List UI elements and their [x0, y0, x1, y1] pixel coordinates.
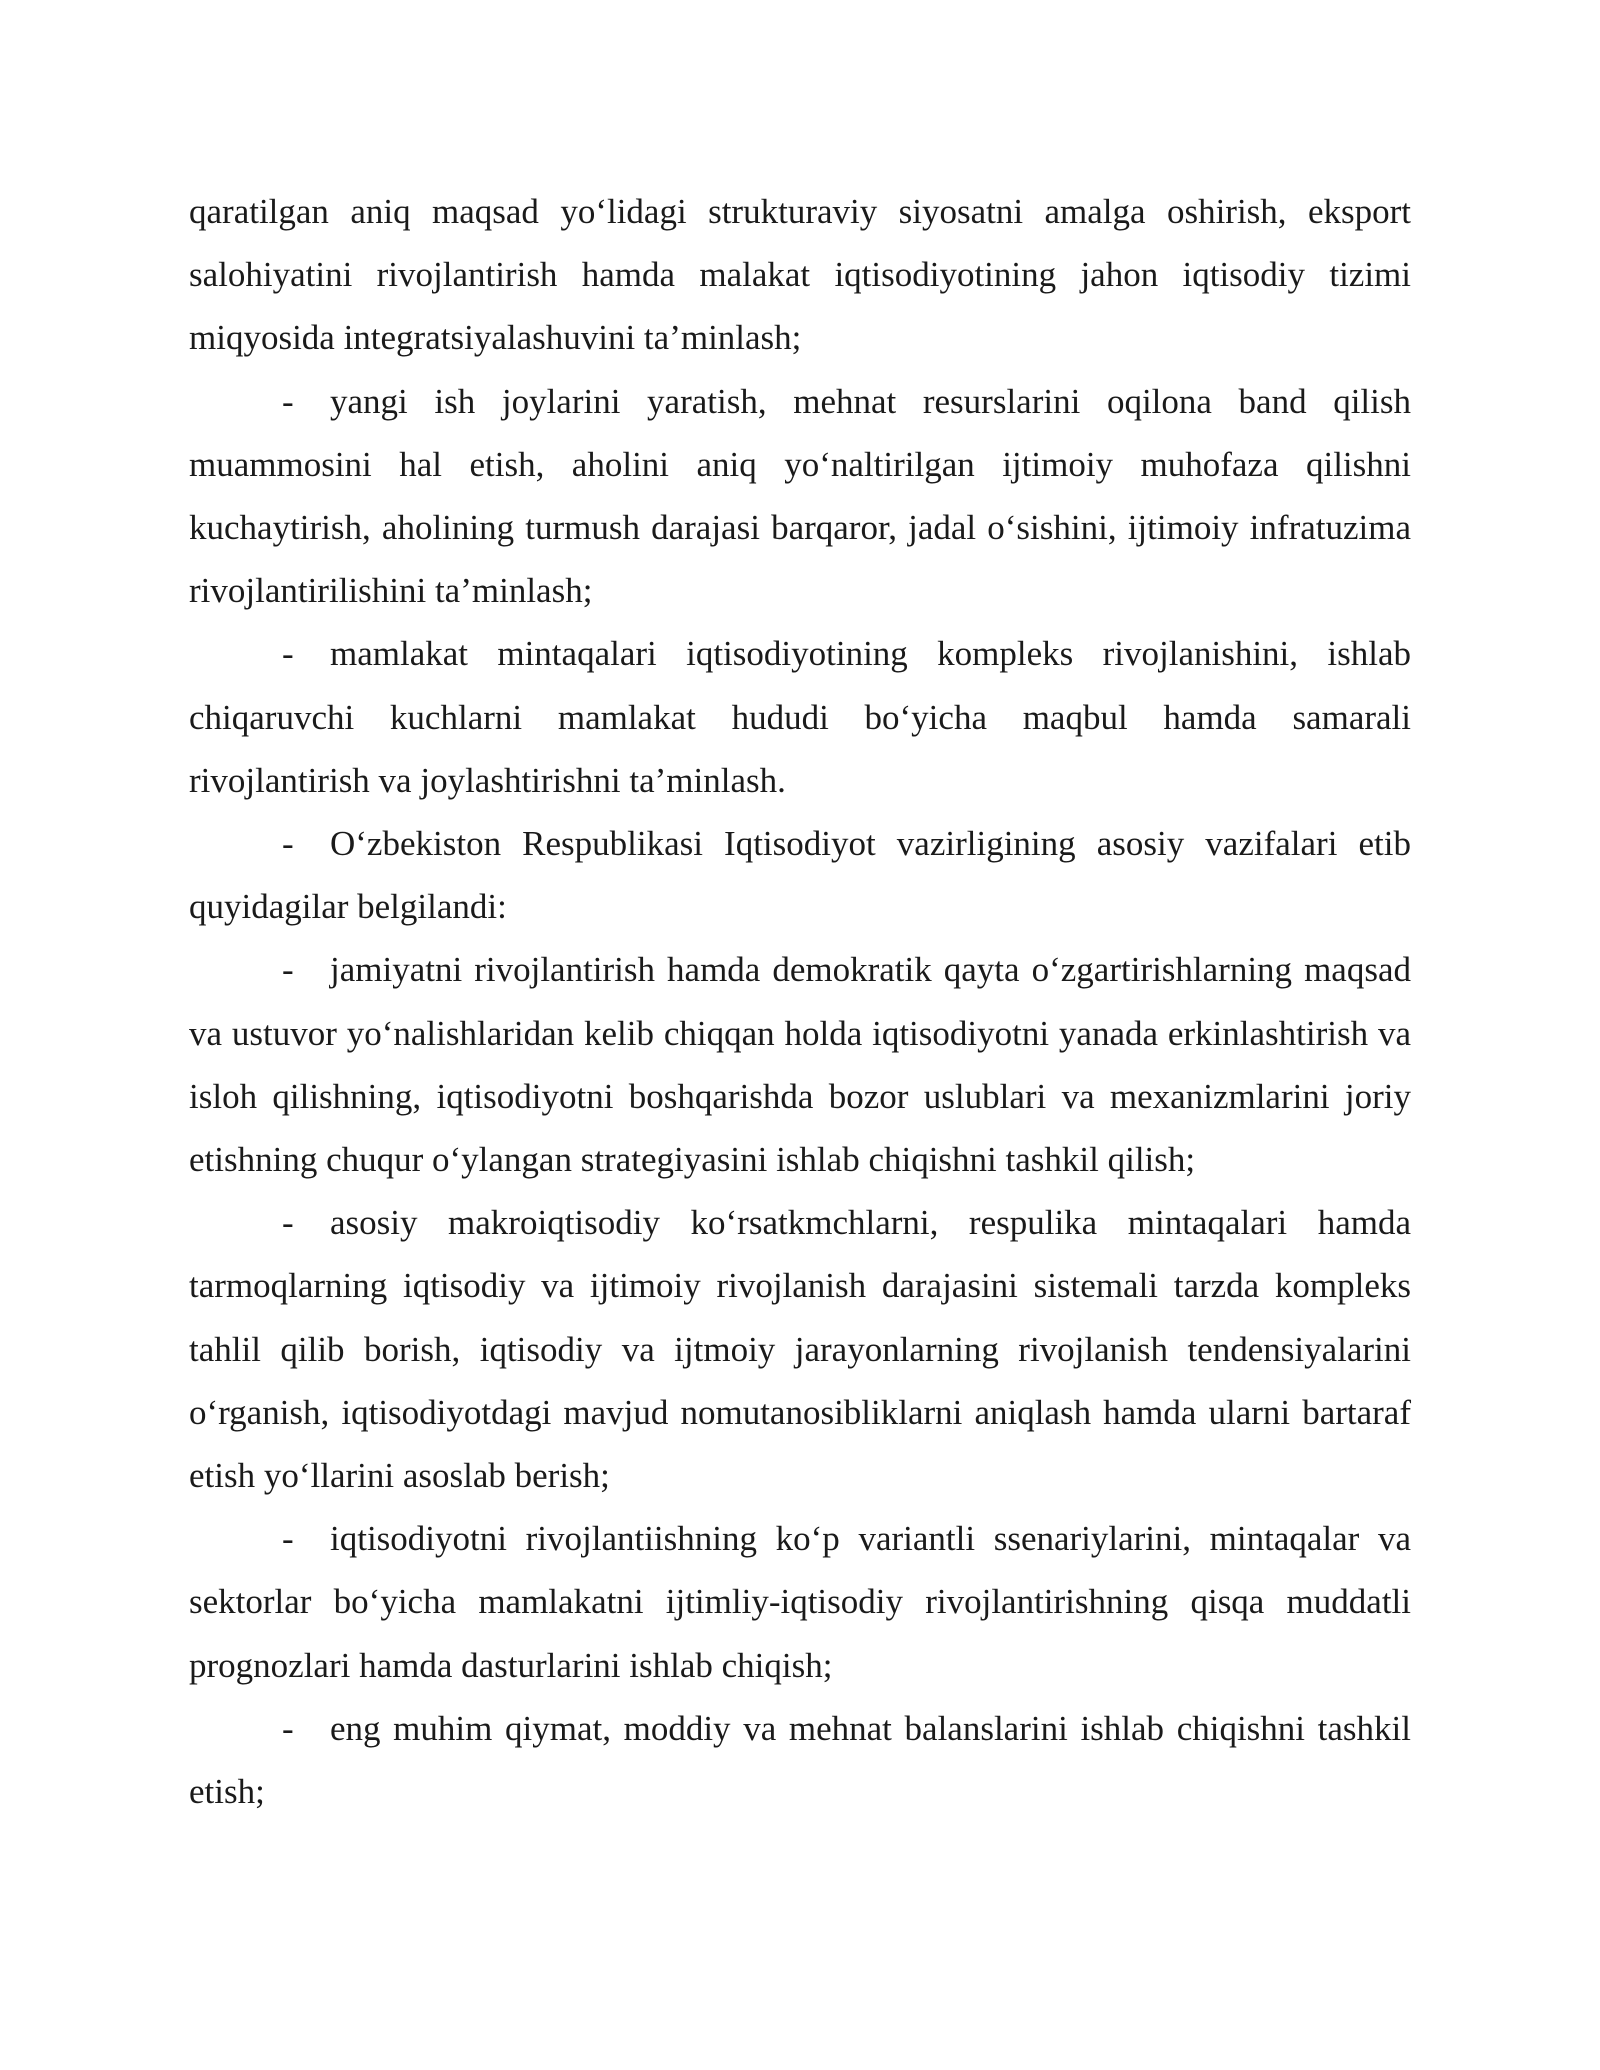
bullet-paragraph [189, 622, 1411, 812]
paragraph-text: jamiyatni rivojlantirish hamda demokratik qayta o‘zgartirishlarning maqsad va ustuvor yo‘nalishlaridan kelib chiqqan holda iqtisodiyotni yanada erkinlashtirish va isloh qilishning, iqtisodiyotni boshqarishda bozor uslublari va mexanizmlarini joriy etishning chuqur o‘ylangan strategiyasini ishlab chiqishni tashkil qilish; [189, 950, 1411, 1180]
bullet-paragraph [189, 1507, 1411, 1697]
dash-marker: - [282, 950, 294, 990]
dash-marker: - [282, 1519, 294, 1559]
dash-marker: - [282, 1708, 294, 1748]
paragraph-text: asosiy makroiqtisodiy ko‘rsatkmchlarni, respulika mintaqalari hamda tarmoqlarning iqtisodiy va ijtimoiy rivojlanish darajasini sistemali tarzda kompleks tahlil qilib borish, iqtisodiy va ijtmoiy jarayonlarning rivojlanish tendensiyalarini o‘rganish, iqtisodiyotdagi mavjud nomutanosibliklarni aniqlash hamda ularni bartaraf etish yo‘llarini asoslab berish; [189, 1203, 1411, 1496]
bullet-paragraph [189, 1191, 1411, 1507]
bullet-paragraph [189, 938, 1411, 1191]
dash-marker: - [282, 824, 294, 864]
paragraph-text: eng muhim qiymat, moddiy va mehnat balanslarini ishlab chiqishni tashkil etish; [189, 1708, 1411, 1812]
paragraph: qaratilgan aniq maqsad yo‘lidagi strukturaviy siyosatni amalga oshirish, eksport salohiyatini rivojlantirish hamda malakat iqtisodiyotining jahon iqtisodiy tizimi miqyosida integratsiyalashuvini ta’minlash; [189, 192, 1411, 358]
bullet-paragraph [189, 370, 1411, 623]
dash-marker: - [282, 634, 294, 674]
bullet-paragraph [189, 812, 1411, 938]
bullet-paragraph [189, 1697, 1411, 1823]
paragraph-text: yangi ish joylarini yaratish, mehnat resurslarini oqilona band qilish muammosini hal etish, aholini aniq yo‘naltirilgan ijtimoiy muhofaza qilishni kuchaytirish, aholining turmush darajasi barqaror, jadal o‘sishini, ijtimoiy infratuzima rivojlantirilishini ta’minlash; [189, 381, 1411, 611]
dash-marker: - [282, 1203, 294, 1243]
document-page [189, 180, 1411, 1823]
paragraph-text: iqtisodiyotni rivojlantiishning ko‘p variantli ssenariylarini, mintaqalar va sektorlar bo‘yicha mamlakatni ijtimliy-iqtisodiy rivojlantirishning qisqa muddatli prognozlari hamda dasturlarini ishlab chiqish; [189, 1519, 1411, 1685]
paragraph-text: mamlakat mintaqalari iqtisodiyotining kompleks rivojlanishini, ishlab chiqaruvchi kuchlarni mamlakat hududi bo‘yicha maqbul hamda samarali rivojlantirish va joylashtirishni ta’minlash. [189, 634, 1411, 800]
paragraph-text: O‘zbekiston Respublikasi Iqtisodiyot vazirligining asosiy vazifalari etib quyidagilar belgilandi: [189, 824, 1411, 927]
dash-marker: - [282, 381, 294, 421]
